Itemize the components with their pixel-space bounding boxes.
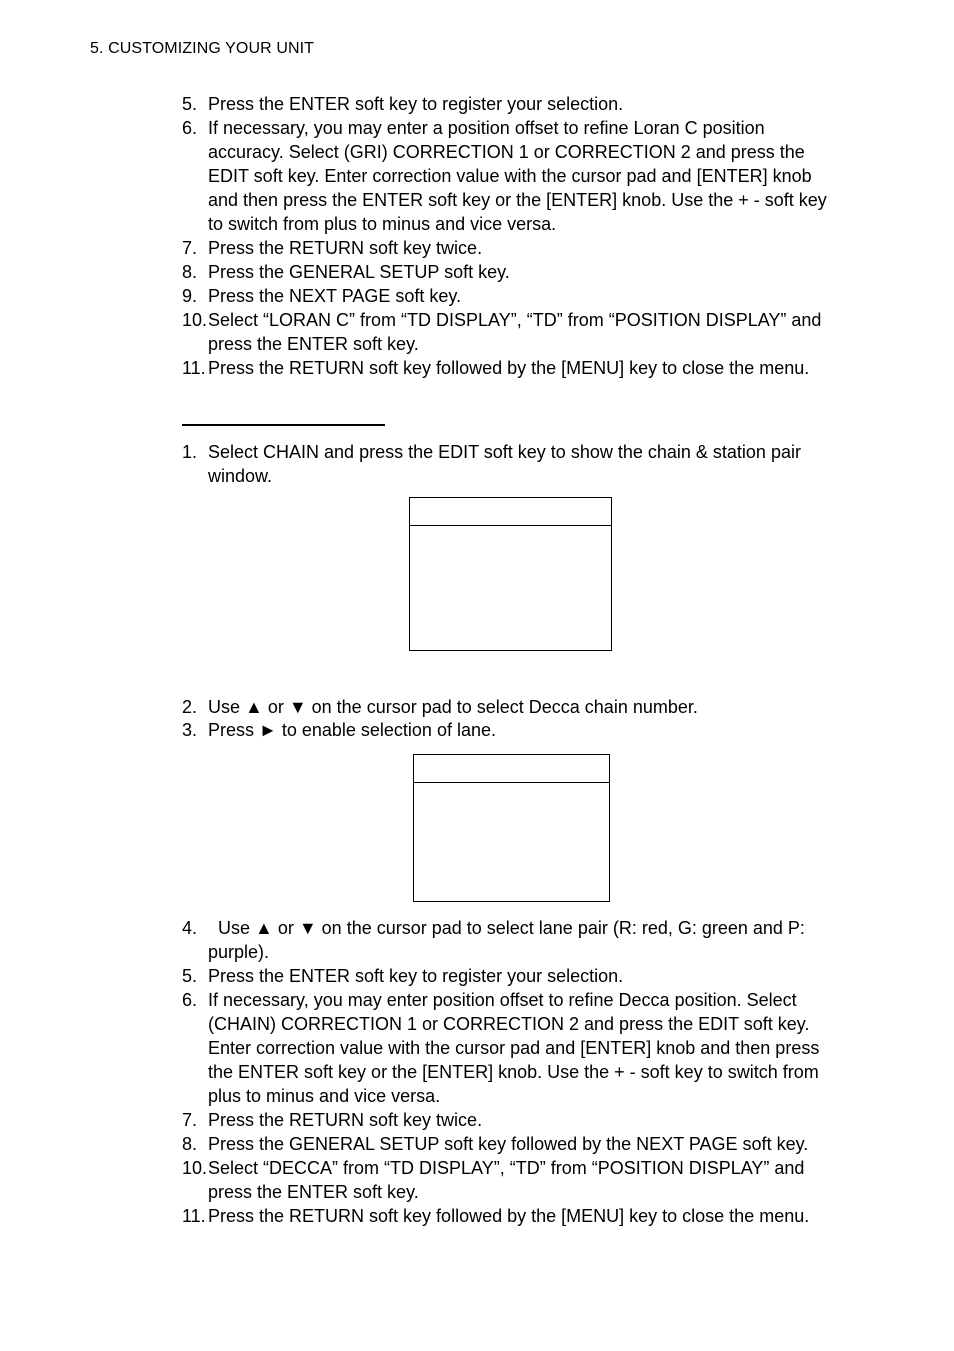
step-number: 11. xyxy=(182,358,206,378)
step-text: Use ▲ or ▼ on the cursor pad to select lane pair (R: red, G: green and P: purple). xyxy=(208,918,810,962)
step-text: Press the RETURN soft key followed by the [MENU] key to close the menu. xyxy=(208,358,810,378)
list-item xyxy=(182,1132,842,1156)
step-text: Press the RETURN soft key twice. xyxy=(208,238,483,258)
step-text: If necessary, you may enter a position offset to refine Loran C position accuracy. Select (GRI) CORRECTION 1 or CORRECTION 2 and press the EDIT soft key. Enter correction value with the cursor pad and [ENTER] knob and then press the ENTER soft key or the [ENTER] knob. Use the + - soft key to switch from plus to minus and vice versa. xyxy=(208,118,827,234)
step-number: 6. xyxy=(182,990,198,1010)
list-item xyxy=(182,964,842,988)
step-number: 1. xyxy=(182,442,198,462)
step-text: Press the RETURN soft key twice. xyxy=(208,1110,483,1130)
step-text: Press the ENTER soft key to register your selection. xyxy=(208,94,624,114)
list-item xyxy=(182,440,842,488)
step-text: Press the GENERAL SETUP soft key followed by the NEXT PAGE soft key. xyxy=(208,1134,809,1154)
step-number: 7. xyxy=(182,238,198,258)
lane-pair-window xyxy=(413,754,610,902)
list-item xyxy=(182,916,842,964)
list-item xyxy=(182,236,842,260)
chain-station-window xyxy=(409,497,612,651)
window-title-bar xyxy=(414,755,609,783)
step-text: Press the RETURN soft key followed by the [MENU] key to close the menu. xyxy=(208,1206,810,1226)
list-item xyxy=(182,1204,842,1228)
step-text: Select “LORAN C” from “TD DISPLAY”, “TD” from “POSITION DISPLAY” and press the ENTER soft key. xyxy=(208,310,822,354)
step-number: 2. xyxy=(182,697,198,717)
step-text: Select “DECCA” from “TD DISPLAY”, “TD” from “POSITION DISPLAY” and press the ENTER soft key. xyxy=(208,1158,805,1202)
list-item xyxy=(182,284,842,308)
step-number: 5. xyxy=(182,94,198,114)
step-text: Press the GENERAL SETUP soft key. xyxy=(208,262,510,282)
list-item xyxy=(182,116,842,236)
step-text: Select CHAIN and press the EDIT soft key to show the chain & station pair window. xyxy=(208,442,801,486)
list-item xyxy=(182,356,842,380)
step-number: 6. xyxy=(182,118,198,138)
list-item xyxy=(182,1108,842,1132)
step-number: 4. xyxy=(182,918,198,938)
step-number: 5. xyxy=(182,966,198,986)
step-number: 9. xyxy=(182,286,198,306)
list-item xyxy=(182,260,842,284)
step-text: Press the ENTER soft key to register your selection. xyxy=(208,966,624,986)
step-number: 10. xyxy=(182,1158,208,1178)
step-number: 7. xyxy=(182,1110,198,1130)
list-item xyxy=(182,1156,842,1204)
step-number: 8. xyxy=(182,1134,198,1154)
step-text: Use ▲ or ▼ on the cursor pad to select Decca chain number. xyxy=(208,697,698,717)
window-title-bar xyxy=(410,498,611,526)
step-text: Press the NEXT PAGE soft key. xyxy=(208,286,462,306)
list-item xyxy=(182,695,842,719)
list-item xyxy=(182,308,842,356)
step-number: 8. xyxy=(182,262,198,282)
list-item xyxy=(182,92,842,116)
step-text: Press ► to enable selection of lane. xyxy=(208,720,496,740)
page-header: 5. CUSTOMIZING YOUR UNIT xyxy=(90,40,315,57)
step-number: 11. xyxy=(182,1206,206,1226)
step-text: If necessary, you may enter position offset to refine Decca position. Select (CHAIN) CORRECTION 1 or CORRECTION 2 and press the EDIT soft key. Enter correction value with the cursor pad and [ENTER] knob and then press the ENTER soft key or the [ENTER] knob. Use the + - soft key to switch from plus to minus and vice versa. xyxy=(208,990,820,1106)
list-item xyxy=(182,718,842,742)
section-divider xyxy=(182,424,385,426)
step-number: 3. xyxy=(182,720,198,740)
list-item xyxy=(182,988,842,1108)
step-number: 10. xyxy=(182,310,208,330)
